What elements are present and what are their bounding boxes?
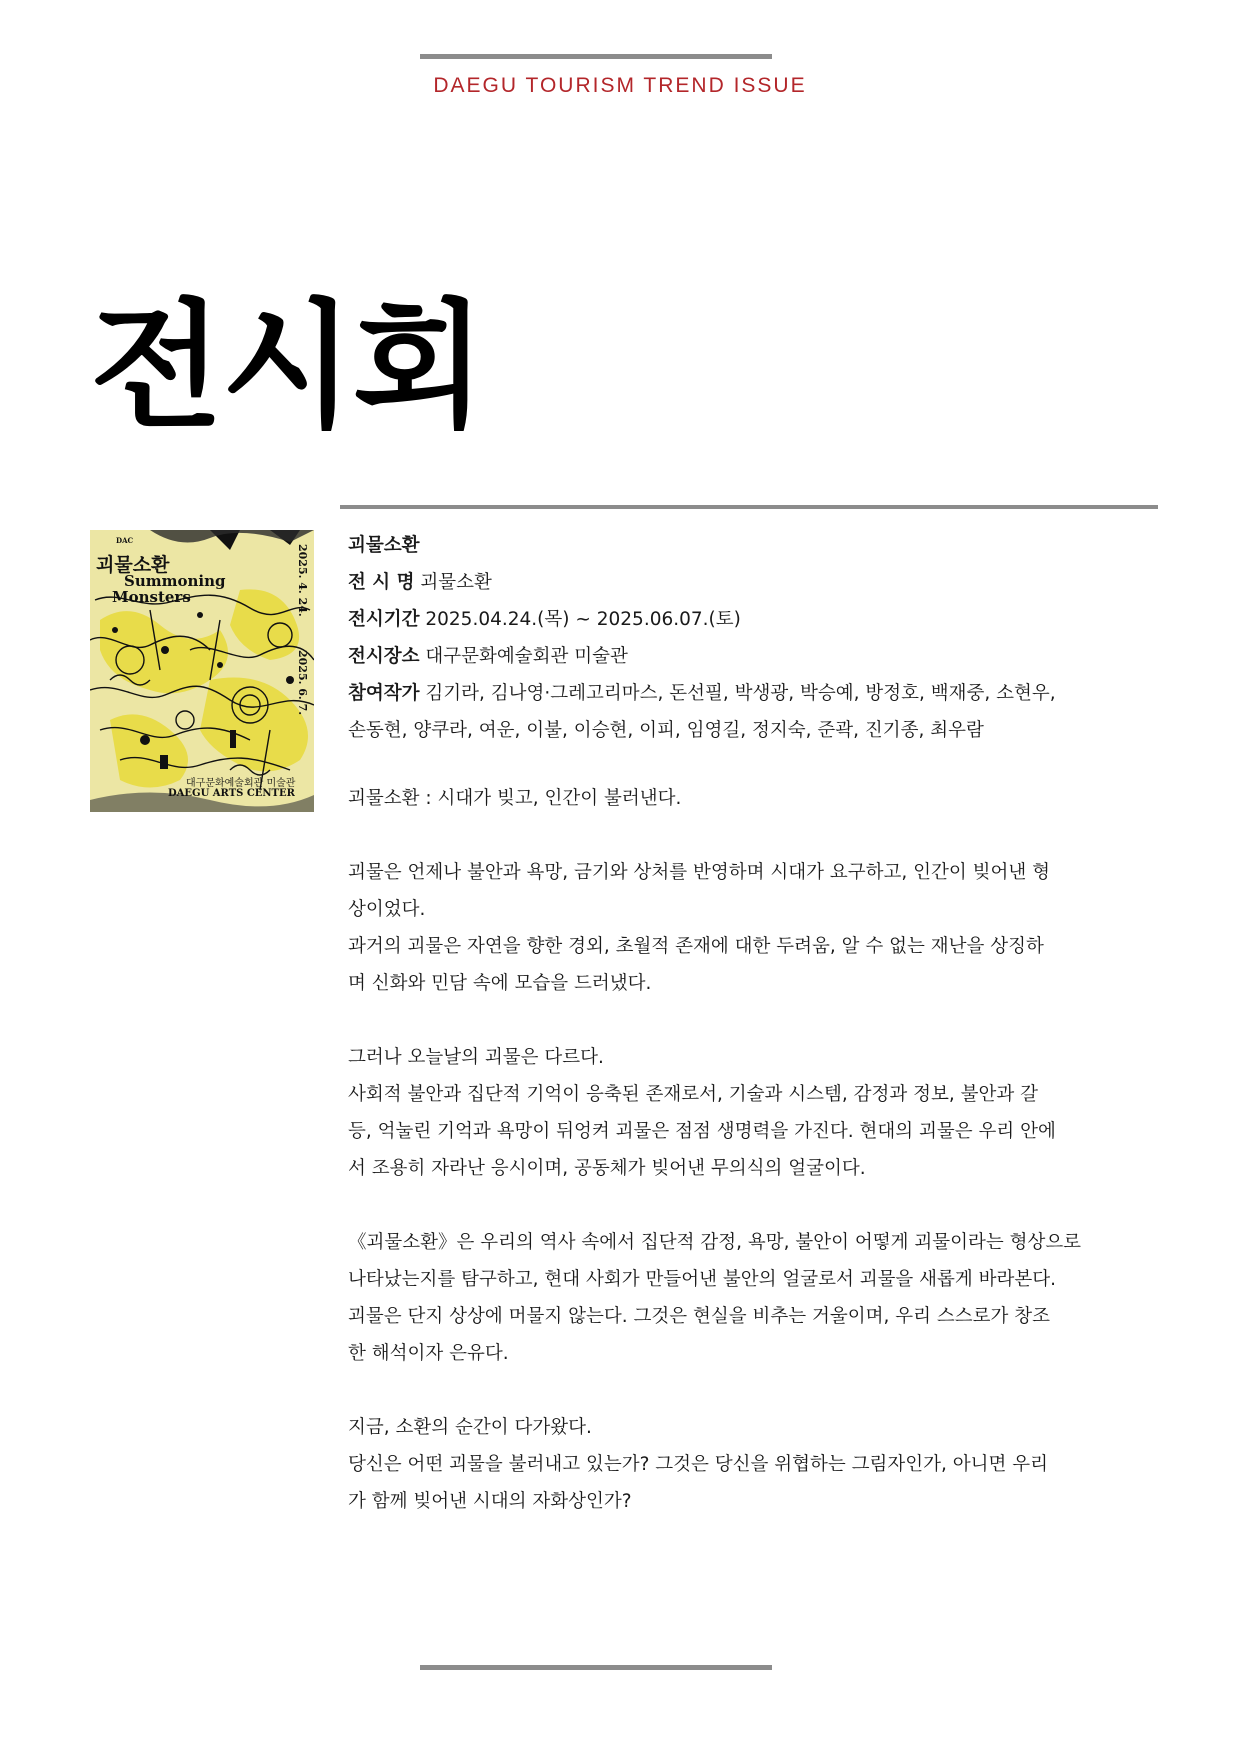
paragraph-4-line-1: 《괴물소환》은 우리의 역사 속에서 집단적 감정, 욕망, 불안이 어떻게 괴물이라는 형상으로 xyxy=(348,1232,1082,1253)
page-title: 전시회 xyxy=(90,286,484,447)
info-row-artists xyxy=(348,675,1158,712)
paragraph-4-line-3: 괴물은 단지 상상에 머물지 않는다. 그것은 현실을 비추는 거울이며, 우리 스스로가 창조 xyxy=(348,1306,1050,1327)
info-row-period xyxy=(348,601,1158,638)
title-value: 괴물소환 xyxy=(420,572,492,593)
poster-date-end: 2025. 6. 7. xyxy=(296,650,309,716)
exhibition-description xyxy=(348,780,1158,1557)
place-value: 대구문화예술회관 미술관 xyxy=(425,646,628,667)
paragraph-5-line-2: 당신은 어떤 괴물을 불러내고 있는가? 그것은 당신을 위협하는 그림자인가, 아니면 우리 xyxy=(348,1454,1048,1475)
poster-title-kr: 괴물소환 xyxy=(96,554,170,576)
paragraph-2-line-2: 상이었다. xyxy=(348,899,426,920)
bottom-rule xyxy=(420,1665,772,1670)
paragraph-5-line-1: 지금, 소환의 순간이 다가왔다. xyxy=(348,1417,592,1438)
paragraph-2-line-3: 과거의 괴물은 자연을 향한 경외, 초월적 존재에 대한 두려움, 알 수 없는 재난을 상징하 xyxy=(348,936,1044,957)
exhibition-poster xyxy=(90,530,314,812)
paragraph-3-line-2: 사회적 불안과 집단적 기억이 응축된 존재로서, 기술과 시스템, 감정과 정보, 불안과 갈 xyxy=(348,1084,1038,1105)
paragraph-1 xyxy=(348,780,1158,817)
poster-date-start: 2025. 4. 24. xyxy=(296,544,309,617)
poster-title-en-line1: Summoning xyxy=(124,572,226,590)
paragraph-4-line-4: 한 해석이자 은유다. xyxy=(348,1343,509,1364)
artists-label: 참여작가 xyxy=(348,683,420,704)
paragraph-5-line-3: 가 함께 빚어낸 시대의 자화상인가? xyxy=(348,1491,632,1512)
paragraph-3-line-3: 등, 억눌린 기억과 욕망이 뒤엉켜 괴물은 점점 생명력을 가진다. 현대의 괴물은 우리 안에 xyxy=(348,1121,1056,1142)
paragraph-2-line-1: 괴물은 언제나 불안과 욕망, 금기와 상처를 반영하며 시대가 요구하고, 인간이 빚어낸 형 xyxy=(348,862,1050,883)
artists-line-2: 손동현, 양쿠라, 여운, 이불, 이승현, 이피, 임영길, 정지숙, 준곽, 진기종, 최우람 xyxy=(348,720,984,741)
period-value: 2025.04.24.(목) ~ 2025.06.07.(토) xyxy=(425,609,741,630)
poster-venue-kr: 대구문화예술회관 미술관 xyxy=(186,778,296,789)
title-label: 전 시 명 xyxy=(348,572,415,593)
paragraph-5 xyxy=(348,1409,1158,1520)
issue-label: DAEGU TOURISM TREND ISSUE xyxy=(433,74,807,97)
poster-title-en-line2: Monsters xyxy=(112,588,191,606)
paragraph-4 xyxy=(348,1224,1158,1372)
info-row-title xyxy=(348,564,1158,601)
artists-line-1: 김기라, 김나영·그레고리마스, 돈선필, 박생광, 박승예, 방정호, 백재중, 소현우, xyxy=(425,683,1056,704)
paragraph-2-line-4: 며 신화와 민담 속에 모습을 드러냈다. xyxy=(348,973,652,994)
exhibition-heading: 괴물소환 xyxy=(348,535,420,556)
info-row-place xyxy=(348,638,1158,675)
section-divider xyxy=(340,505,1158,509)
exhibition-info xyxy=(348,527,1158,749)
poster-venue-en: DAEGU ARTS CENTER xyxy=(168,788,295,799)
paragraph-2 xyxy=(348,854,1158,1002)
paragraph-3 xyxy=(348,1039,1158,1187)
poster-logo: DAC xyxy=(116,536,134,545)
paragraph-1-line-1: 괴물소환 : 시대가 빚고, 인간이 불러낸다. xyxy=(348,788,682,809)
paragraph-3-line-4: 서 조용히 자라난 응시이며, 공동체가 빚어낸 무의식의 얼굴이다. xyxy=(348,1158,866,1179)
place-label: 전시장소 xyxy=(348,646,420,667)
poster-title-en xyxy=(112,572,226,606)
period-label: 전시기간 xyxy=(348,609,420,630)
paragraph-3-line-1: 그러나 오늘날의 괴물은 다르다. xyxy=(348,1047,604,1068)
top-rule xyxy=(420,54,772,59)
paragraph-4-line-2: 나타났는지를 탐구하고, 현대 사회가 만들어낸 불안의 얼굴로서 괴물을 새롭게 바라본다. xyxy=(348,1269,1057,1290)
